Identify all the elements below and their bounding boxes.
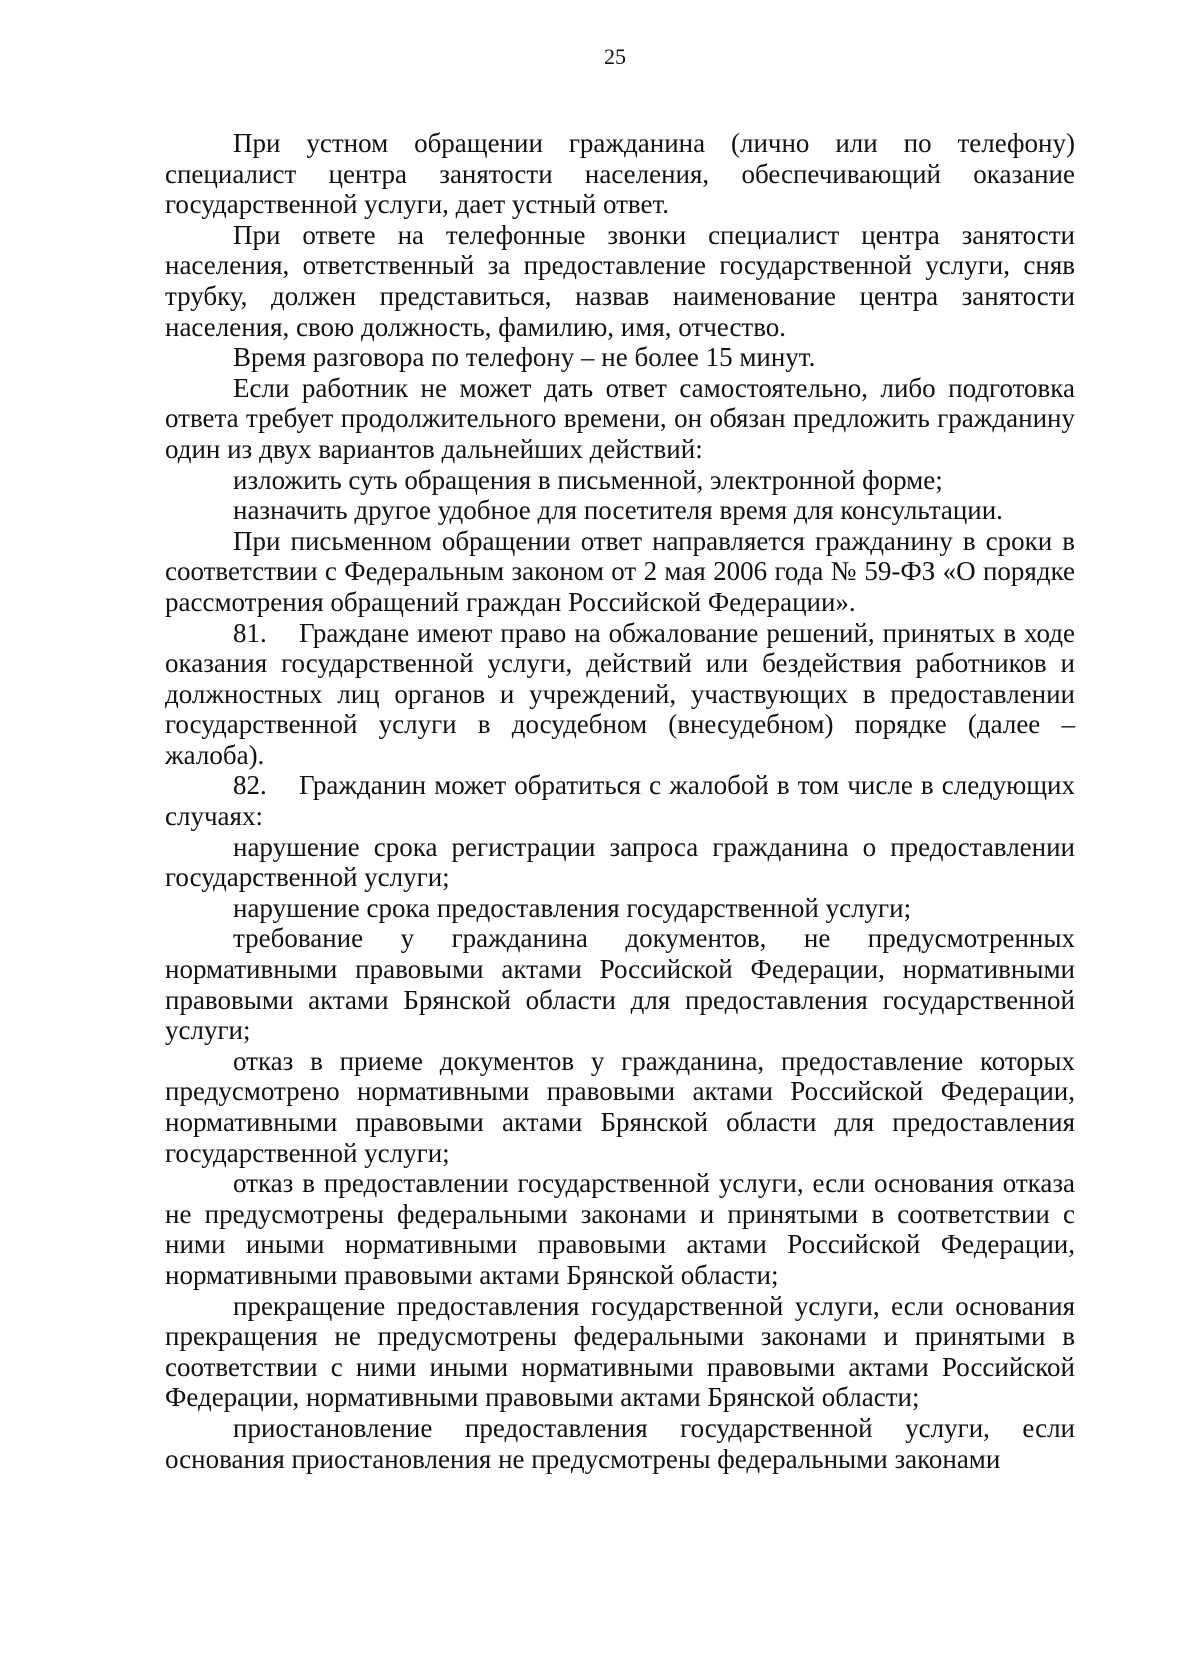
paragraph-number: 82. — [233, 770, 267, 801]
paragraph-text: Если работник не может дать ответ самостоятельно, либо подготовка ответа требует продолжительного времени, он обязан предложить гражданину один из двух вариантов дальнейших действий: — [165, 372, 1075, 464]
paragraph-written-inquiry — [165, 526, 1075, 618]
list-item-service-termination — [165, 1291, 1075, 1413]
paragraph-text: прекращение предоставления государственной услуги, если основания прекращения не предусмотрены федеральными законами и принятыми в соответствии с ними иными нормативными правовыми актами Российской Федерации, нормативными правовыми актами Брянской области; — [165, 1290, 1075, 1413]
paragraph-text: При письменном обращении ответ направляется гражданину в сроки в соответствии с Федеральным законом от 2 мая 2006 года № 59-ФЗ «О порядке рассмотрения обращений граждан Российской Федерации». — [165, 525, 1075, 617]
paragraph-text: Гражданин может обратиться с жалобой в том числе в следующих случаях: — [165, 770, 1075, 832]
paragraph-text: назначить другое удобное для посетителя время для консультации. — [233, 495, 1003, 526]
paragraph-text: Граждане имеют право на обжалование решений, принятых в ходе оказания государственной услуги, действий или бездействия работников и должностных лиц органов и учреждений, участвующих в предоставлении государственной услуги в досудебном (внесудебном) порядке (далее – жалоба). — [165, 617, 1075, 770]
paragraph-option-written — [165, 465, 1075, 496]
page-number: 25 — [604, 44, 626, 69]
paragraph-text: отказ в предоставлении государственной услуги, если основания отказа не предусмотрены федеральными законами и принятыми в соответствии с ними иными нормативными правовыми актами Российской Федерации, нормативными правовыми актами Брянской области; — [165, 1168, 1075, 1290]
paragraph-oral-inquiry — [165, 128, 1075, 220]
paragraph-phone-calls — [165, 220, 1075, 342]
paragraph-text: отказ в приеме документов у гражданина, предоставление которых предусмотрено нормативными правовыми актами Российской Федерации, нормативными правовыми актами Брянской области для предоставления государственной услуги; — [165, 1045, 1075, 1168]
list-item-service-refusal — [165, 1168, 1075, 1290]
list-item-document-refusal — [165, 1046, 1075, 1168]
paragraph-text: При устном обращении гражданина (лично или по телефону) специалист центра занятости населения, обеспечивающий оказание государственной услуги, дает устный ответ. — [165, 128, 1075, 220]
paragraph-text: приостановление предоставления государственной услуги, если основания приостановления не предусмотрены федеральными законами — [165, 1412, 1075, 1474]
paragraph-number: 81. — [233, 617, 267, 648]
paragraph-text: требование у гражданина документов, не предусмотренных нормативными правовыми актами Российской Федерации, нормативными правовыми актами Брянской области для предоставления государственной услуги; — [165, 923, 1075, 1046]
paragraph-call-duration — [165, 342, 1075, 373]
paragraph-text: Время разговора по телефону – не более 15 минут. — [233, 342, 816, 373]
paragraph-82 — [165, 770, 1075, 831]
paragraph-text: нарушение срока предоставления государственной услуги; — [233, 892, 912, 923]
paragraph-text: изложить суть обращения в письменной, электронной форме; — [233, 464, 943, 495]
list-item-service-deadline — [165, 893, 1075, 924]
paragraph-81 — [165, 618, 1075, 771]
document-body — [165, 128, 1075, 1474]
list-item-service-suspension — [165, 1413, 1075, 1474]
list-item-extra-documents — [165, 923, 1075, 1045]
paragraph-text: При ответе на телефонные звонки специалист центра занятости населения, ответственный за предоставление государственной услуги, сняв трубку, должен представиться, назвав наименование центра занятости населения, свою должность, фамилию, имя, отчество. — [165, 219, 1075, 342]
list-item-registration-deadline — [165, 832, 1075, 893]
paragraph-text: нарушение срока регистрации запроса гражданина о предоставлении государственной услуги; — [165, 831, 1075, 893]
paragraph-cannot-answer — [165, 373, 1075, 465]
paragraph-option-schedule — [165, 495, 1075, 526]
